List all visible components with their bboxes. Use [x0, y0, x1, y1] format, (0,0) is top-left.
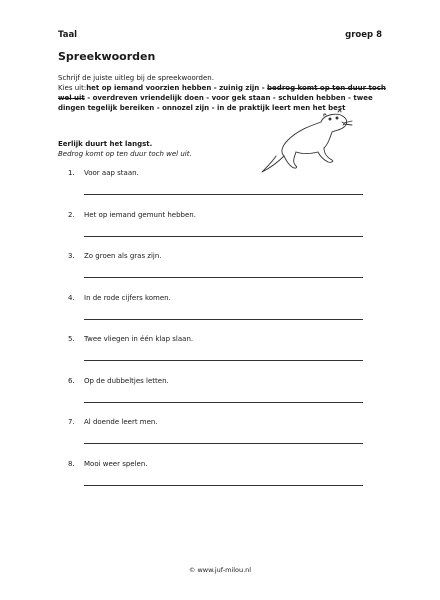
instruction-line: Schrijf de juiste uitleg bij de spreekwoorden.: [58, 74, 214, 82]
item-number: 6.: [68, 376, 75, 385]
answer-line[interactable]: [84, 277, 363, 278]
item-number: 3.: [68, 252, 75, 260]
group-label: groep 8: [345, 30, 382, 40]
item-number: 4.: [68, 293, 75, 302]
option-item: overdreven vriendelijk doen: [92, 94, 204, 102]
item-number: 8.: [68, 459, 75, 468]
option-item: schulden hebben: [278, 94, 346, 102]
option-item: in de praktijk leert men het best: [216, 104, 346, 112]
answer-line[interactable]: [84, 194, 363, 195]
answer-line[interactable]: [84, 236, 363, 237]
option-item: voor gek staan: [211, 94, 271, 102]
exercise-item: [58, 294, 363, 334]
item-number: 2.: [68, 210, 75, 219]
page-title: Spreekwoorden: [58, 50, 156, 63]
item-proverb: Mooi weer spelen.: [84, 459, 148, 468]
exercise-item: [58, 418, 363, 458]
answer-line[interactable]: [84, 360, 363, 361]
answer-line[interactable]: [84, 319, 363, 320]
item-proverb: Het op iemand gemunt hebben.: [84, 210, 196, 219]
answer-line[interactable]: [84, 485, 363, 486]
item-proverb: Op de dubbeltjes letten.: [84, 376, 169, 385]
exercise-item: [58, 460, 363, 500]
options-text: het op iemand voorzien hebben - zuinig zijn - bedrog komt op ten duur toch wel uit - overdreven vriendelijk doen - voor gek staan - schulden hebben - twee dingen tegelijk bereiken - onnozel zijn - in de praktijk leert men het best: [58, 84, 386, 112]
item-number: 7.: [68, 418, 75, 426]
item-proverb: Voor aap staan.: [84, 169, 139, 177]
item-number: 5.: [68, 335, 75, 343]
option-item: zuinig zijn: [219, 84, 260, 92]
item-proverb: Twee vliegen in één klap slaan.: [84, 335, 194, 343]
answer-line[interactable]: [84, 402, 363, 403]
item-proverb: In de rode cijfers komen.: [84, 293, 171, 302]
exercise-item: [58, 252, 363, 292]
option-item: twee dingen tegelijk bereiken: [58, 94, 373, 112]
example-proverb: Eerlijk duurt het langst.: [58, 140, 153, 148]
item-proverb: Zo groen als gras zijn.: [84, 252, 162, 260]
exercise-item: [58, 211, 363, 251]
example-block: [58, 139, 192, 159]
option-item: onnozel zijn: [162, 104, 210, 112]
item-proverb: Al doende leert men.: [84, 418, 158, 426]
option-item: het op iemand voorzien hebben: [86, 84, 212, 92]
item-number: 1.: [68, 169, 75, 177]
options-prefix: Kies uit:: [58, 84, 87, 92]
example-answer: Bedrog komt op ten duur toch wel uit.: [58, 150, 192, 158]
footer-credit: © www.juf-milou.nl: [188, 566, 252, 574]
subject-label: Taal: [58, 30, 78, 40]
option-item: bedrog komt op ten duur toch wel uit: [58, 84, 386, 102]
exercise-item: [58, 335, 363, 375]
exercise-item: [58, 377, 363, 417]
instructions: [58, 73, 393, 113]
answer-line[interactable]: [84, 443, 363, 444]
exercise-item: [58, 169, 363, 209]
